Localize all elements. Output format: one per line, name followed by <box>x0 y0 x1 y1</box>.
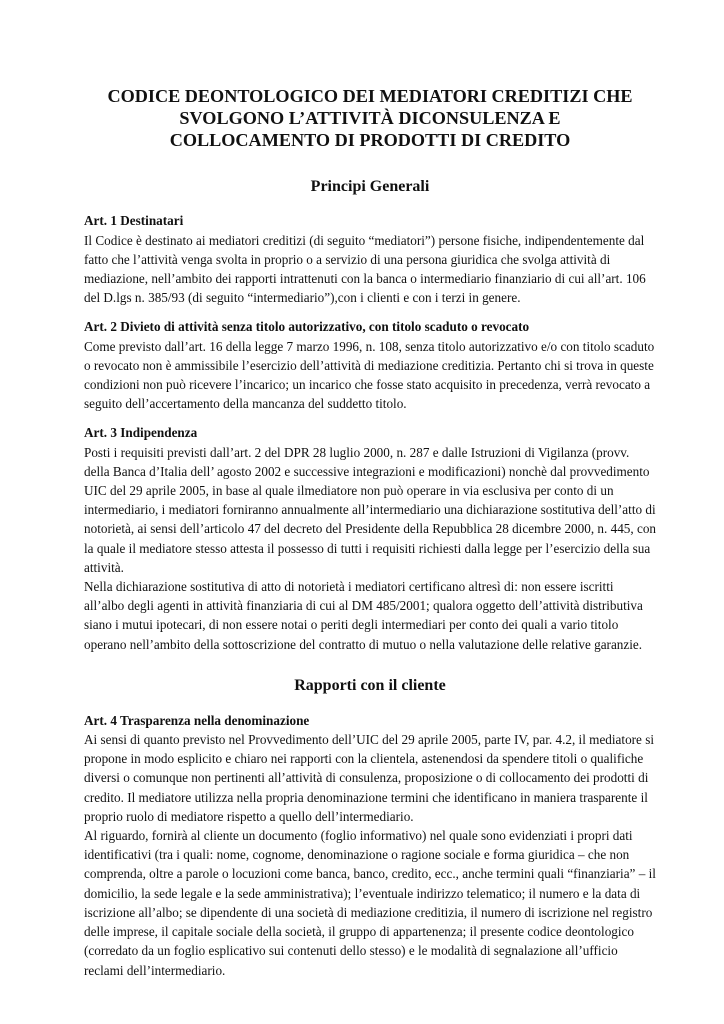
article-1-body <box>84 231 656 308</box>
document-title-line-1: CODICE DEONTOLOGICO DEI MEDIATORI CREDITIZI CHE <box>107 86 633 106</box>
article-3-paragraph-1: Posti i requisiti previsti dall’art. 2 del DPR 28 luglio 2000, n. 287 e dalle Istruzioni di Vigilanza (provv. della Banca d’Italia dell’ agosto 2002 e successive integrazioni e modificazioni) nonchè dal provvedimento UIC del 29 aprile 2005, in base al quale ilmediatore non può operare in via esclusiva per conto di un intermediario, i mediatori forniranno annualmente all’intermediario una dichiarazione sostitutiva dell’atto di notorietà, ai sensi dell’articolo 47 del decreto del Presidente della Repubblica 28 dicembre 2000, n. 445, con la quale il mediatore stesso attesta il possesso di tutti i requisiti richiesti dalla legge per l’esercizio della sua attività. <box>84 444 657 575</box>
article-4-paragraph-2: Al riguardo, fornirà al cliente un documento (foglio informativo) nel quale sono evidenziati i propri dati identificativi (tra i quali: nome, cognome, denominazione o ragione sociale e forma giuridica – che non comprenda, oltre a parole o locuzioni come banca, banco, credito, ecc., anche termini quali “finanziaria” – il domicilio, la sede legale e la sede amministrativa); l’eventuale indirizzo telematico; il numero e la data di iscrizione all’albo; se dipendente di una società di mediazione creditizia, il numero di iscrizione nel registro delle imprese, il capitale sociale della società, il gruppo di appartenenza; il presente codice deontologico (corredato da un foglio esplicativo sui contenuti dello stesso) e le modalità di segnalazione all’ufficio reclami dell’intermediario. <box>84 828 656 978</box>
document-title-line-3: COLLOCAMENTO DI PRODOTTI DI CREDITO <box>169 129 571 150</box>
document-page <box>84 86 656 980</box>
article-2-body <box>84 337 656 414</box>
article-1-title: Art. 1 Destinatari <box>84 213 184 229</box>
document-title-line-2: SVOLGONO L’ATTIVITÀ DICONSULENZA E <box>179 107 561 128</box>
article-4 <box>84 711 656 980</box>
article-2-paragraph: Come previsto dall’art. 16 della legge 7 marzo 1996, n. 108, senza titolo autorizzativo e/o con titolo scaduto o revocato non è ammissibile l’esercizio dell’attività di mediazione creditizia. Pertanto chi si trova in queste condizioni non può ricevere l’incarico; un incarico che fosse stato acquisito in precedenza, verrà revocato a seguito dell’accertamento della mancanza del suddetto titolo. <box>84 338 655 412</box>
article-4-paragraph-1: Ai sensi di quanto previsto nel Provvedimento dell’UIC del 29 aprile 2005, parte IV, par. 4.2, il mediatore si propone in modo esplicito e chiaro nei rapporti con la clientela, astenendosi da spendere titoli o qualifiche diversi o comunque non pertinenti all’attività di consulenza, proposizione o di collocamento dei prodotti di credito. Il mediatore utilizza nella propria denominazione termini che identificano in maniera trasparente il proprio ruolo di mediatore rispetto a quello dell’intermediario. <box>84 732 655 824</box>
article-2 <box>84 317 656 413</box>
document-title <box>84 86 656 151</box>
article-3-title: Art. 3 Indipendenza <box>84 425 198 441</box>
section-heading-principi-generali: Principi Generali <box>310 178 430 196</box>
article-3 <box>84 423 656 653</box>
article-1-paragraph: Il Codice è destinato ai mediatori creditizi (di seguito “mediatori”) persone fisiche, indipendentemente dal fatto che l’attività venga svolta in proprio o a servizio di una persona giuridica che svolga attività di mediazione, nell’ambito dei rapporti intrattenuti con la banca o intermediario finanziario di cui all’art. 106 del D.lgs n. 385/93 (di seguito “intermediario”),con i clienti e con i terzi in genere. <box>84 232 646 306</box>
article-2-title: Art. 2 Divieto di attività senza titolo autorizzativo, con titolo scaduto o revocato <box>84 319 530 335</box>
article-4-title: Art. 4 Trasparenza nella denominazione <box>84 712 310 728</box>
article-3-paragraph-2: Nella dichiarazione sostitutiva di atto di notorietà i mediatori certificano altresì di: non essere iscritti all’albo degli agenti in attività finanziaria di cui al DM 485/2001; qualora oggetto dell’attività distributiva siano i mutui ipotecari, di non essere notai o periti degli intermediari per conto dei quali a vario titolo operano nell’ambito della sottoscrizione del contratto di mutuo o nella valutazione delle relative garanzie. <box>84 579 643 652</box>
article-4-body <box>84 730 656 980</box>
section-heading-rapporti-con-il-cliente: Rapporti con il cliente <box>294 676 446 694</box>
article-1 <box>84 211 656 307</box>
article-3-body <box>84 443 656 654</box>
